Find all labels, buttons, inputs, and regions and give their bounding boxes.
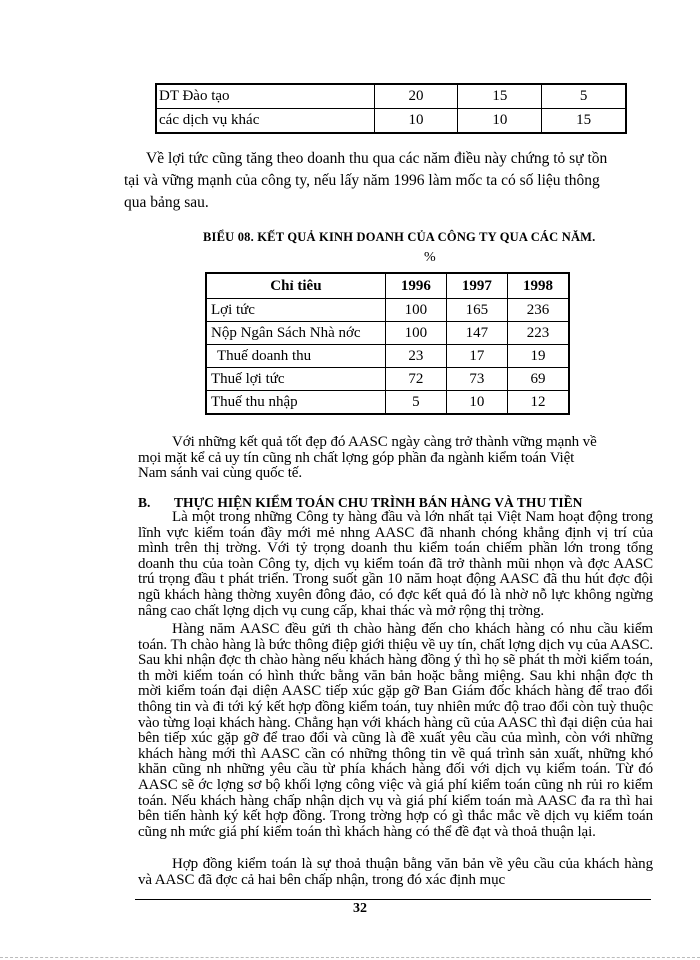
column-header: 1996 <box>385 273 446 299</box>
intro-paragraph <box>124 148 654 214</box>
body-paragraph-2: Hàng năm AASC đều gửi th chào hàng đến cho khách hàng có nhu cầu kiểm toán. Th chào hàng là bức thông điệp giới thiệu về uy tín, chất lợng dịch vụ của AASC. Sau khi nhận đợc th chào hàng nếu khách hàng đồng ý thì họ sẽ phát th mời kiểm toán, th mời kiểm toán có hình thức bằng văn bản hoặc bằng miệng. Sau khi nhận đợc th mời kiểm toán đại diện AASC tiếp xúc gặp gỡ Ban Giám đốc khách hàng để trao đổi thông tin và đi tới ký kết hợp đồng kiểm toán, tuy nhiên mức độ trao đổi còn tuỳ thuộc vào từng loại khách hàng. Chẳng hạn với khách hàng cũ của AASC thì đại diện của hai bên tiếp xúc gặp gỡ để trao đổi và cũng là đề xuất yêu cầu của mình, còn với những khách hàng mới thì AASC cần có những thông tin về quá trình sản xuất, những khó khăn cũng nh những yêu cầu từ phía khách hàng đối với dịch vụ kiểm toán. Từ đó AASC sẽ ớc lợng sơ bộ khối lợng công việc và giá phí kiểm toán cũng nh rủi ro kiểm toán. Nếu khách hàng chấp nhận dịch vụ và giá phí kiểm toán mà AASC đa ra thì hai bên tiến hành ký kết hợp đồng. Trong trờng hợp có gì thắc mắc về dịch vụ kiểm toán cũng nh mức giá phí kiểm toán thì khách hàng có thể đề đạt và thoả thuận lại. <box>138 621 653 840</box>
row-label: Thuế lợi tức <box>206 368 385 391</box>
cell-value: 236 <box>507 299 569 322</box>
intro-line-2: tại và vững mạnh của công ty, nếu lấy năm 1996 làm mốc ta có số liệu thông <box>124 172 600 189</box>
cell-value: 223 <box>507 322 569 345</box>
table-row <box>206 345 569 368</box>
cell-value: 73 <box>446 368 507 391</box>
cell-value: 5 <box>385 391 446 415</box>
column-header: 1998 <box>507 273 569 299</box>
cell-value: 147 <box>446 322 507 345</box>
cell-value: 10 <box>446 391 507 415</box>
row-label: Nộp Ngân Sách Nhà nớc <box>206 322 385 345</box>
page-bottom-divider <box>0 957 700 958</box>
table-caption: BIỂU 08. KẾT QUẢ KINH DOANH CỦA CÔNG TY QUA CÁC NĂM. <box>203 230 596 244</box>
cell-value: 165 <box>446 299 507 322</box>
conclusion-line-3: Nam sánh vai cùng quốc tế. <box>138 465 303 482</box>
section-title: THỰC HIỆN KIỂM TOÁN CHU TRÌNH BÁN HÀNG VÀ THU TIỀN <box>174 495 583 510</box>
row-label: DT Đào tạo <box>156 84 374 109</box>
column-header: 1997 <box>446 273 507 299</box>
row-label: Thuế thu nhập <box>206 391 385 415</box>
cell-value: 5 <box>542 84 626 109</box>
cell-value: 20 <box>374 84 458 109</box>
body-paragraph-1: Là một trong những Công ty hàng đầu và lớn nhất tại Việt Nam hoạt động trong lĩnh vực kiểm toán đầy mới mẻ nhng AASC đã nhanh chóng khẳng định vị trí của mình trên thị trờng. Với tỷ trọng doanh thu kiểm toán chiếm phần lớn trong tổng doanh thu của toàn Công ty, dịch vụ kiểm toán đã trở thành mũi nhọn và đợc AASC trú trọng đầu t phát triển. Trong suốt gần 10 năm hoạt động AASC đã thu hút đợc đội ngũ khách hàng thờng xuyên đông đảo, có đợc kết quả đó là nhờ nỗ lực không ngừng nâng cao chất lợng dịch vụ cung cấp, khai thác và mở rộng thị trờng. <box>138 509 653 619</box>
results-table <box>205 272 570 415</box>
intro-line-1: Về lợi tức cũng tăng theo doanh thu qua các năm điều này chứng tỏ sự tồn <box>146 150 608 167</box>
body-paragraph-3: Hợp đồng kiểm toán là sự thoả thuận bằng văn bản về yêu cầu của khách hàng và AASC đã đợc cả hai bên chấp nhận, trong đó xác định mục <box>138 856 653 888</box>
conclusion-paragraph <box>138 435 653 482</box>
column-header: Chỉ tiêu <box>206 273 385 299</box>
cell-value: 17 <box>446 345 507 368</box>
page-number: 32 <box>353 901 367 916</box>
cell-value: 100 <box>385 299 446 322</box>
unit-label: % <box>424 250 436 265</box>
conclusion-line-1: Với những kết quả tốt đẹp đó AASC ngày càng trở thành vững mạnh về <box>172 434 597 450</box>
cell-value: 100 <box>385 322 446 345</box>
table-row <box>206 368 569 391</box>
section-marker: B. <box>138 495 151 510</box>
conclusion-line-2: mọi mặt kể cả uy tín cũng nh chất lợng góp phần đa ngành kiểm toán Việt <box>138 449 575 466</box>
cell-value: 10 <box>458 109 542 134</box>
row-label: Thuế doanh thu <box>206 345 385 368</box>
intro-line-3: qua bảng sau. <box>124 194 209 211</box>
table-row <box>156 84 626 109</box>
cell-value: 15 <box>458 84 542 109</box>
top-revenue-table <box>155 83 627 134</box>
table-row <box>156 109 626 134</box>
footer-rule <box>135 899 651 900</box>
table-header-row <box>206 273 569 299</box>
table-row <box>206 322 569 345</box>
cell-value: 19 <box>507 345 569 368</box>
cell-value: 72 <box>385 368 446 391</box>
cell-value: 23 <box>385 345 446 368</box>
row-label: Lợi tức <box>206 299 385 322</box>
cell-value: 69 <box>507 368 569 391</box>
cell-value: 12 <box>507 391 569 415</box>
table-row <box>206 299 569 322</box>
row-label: các dịch vụ khác <box>156 109 374 134</box>
table-row <box>206 391 569 415</box>
cell-value: 10 <box>374 109 458 134</box>
cell-value: 15 <box>542 109 626 134</box>
